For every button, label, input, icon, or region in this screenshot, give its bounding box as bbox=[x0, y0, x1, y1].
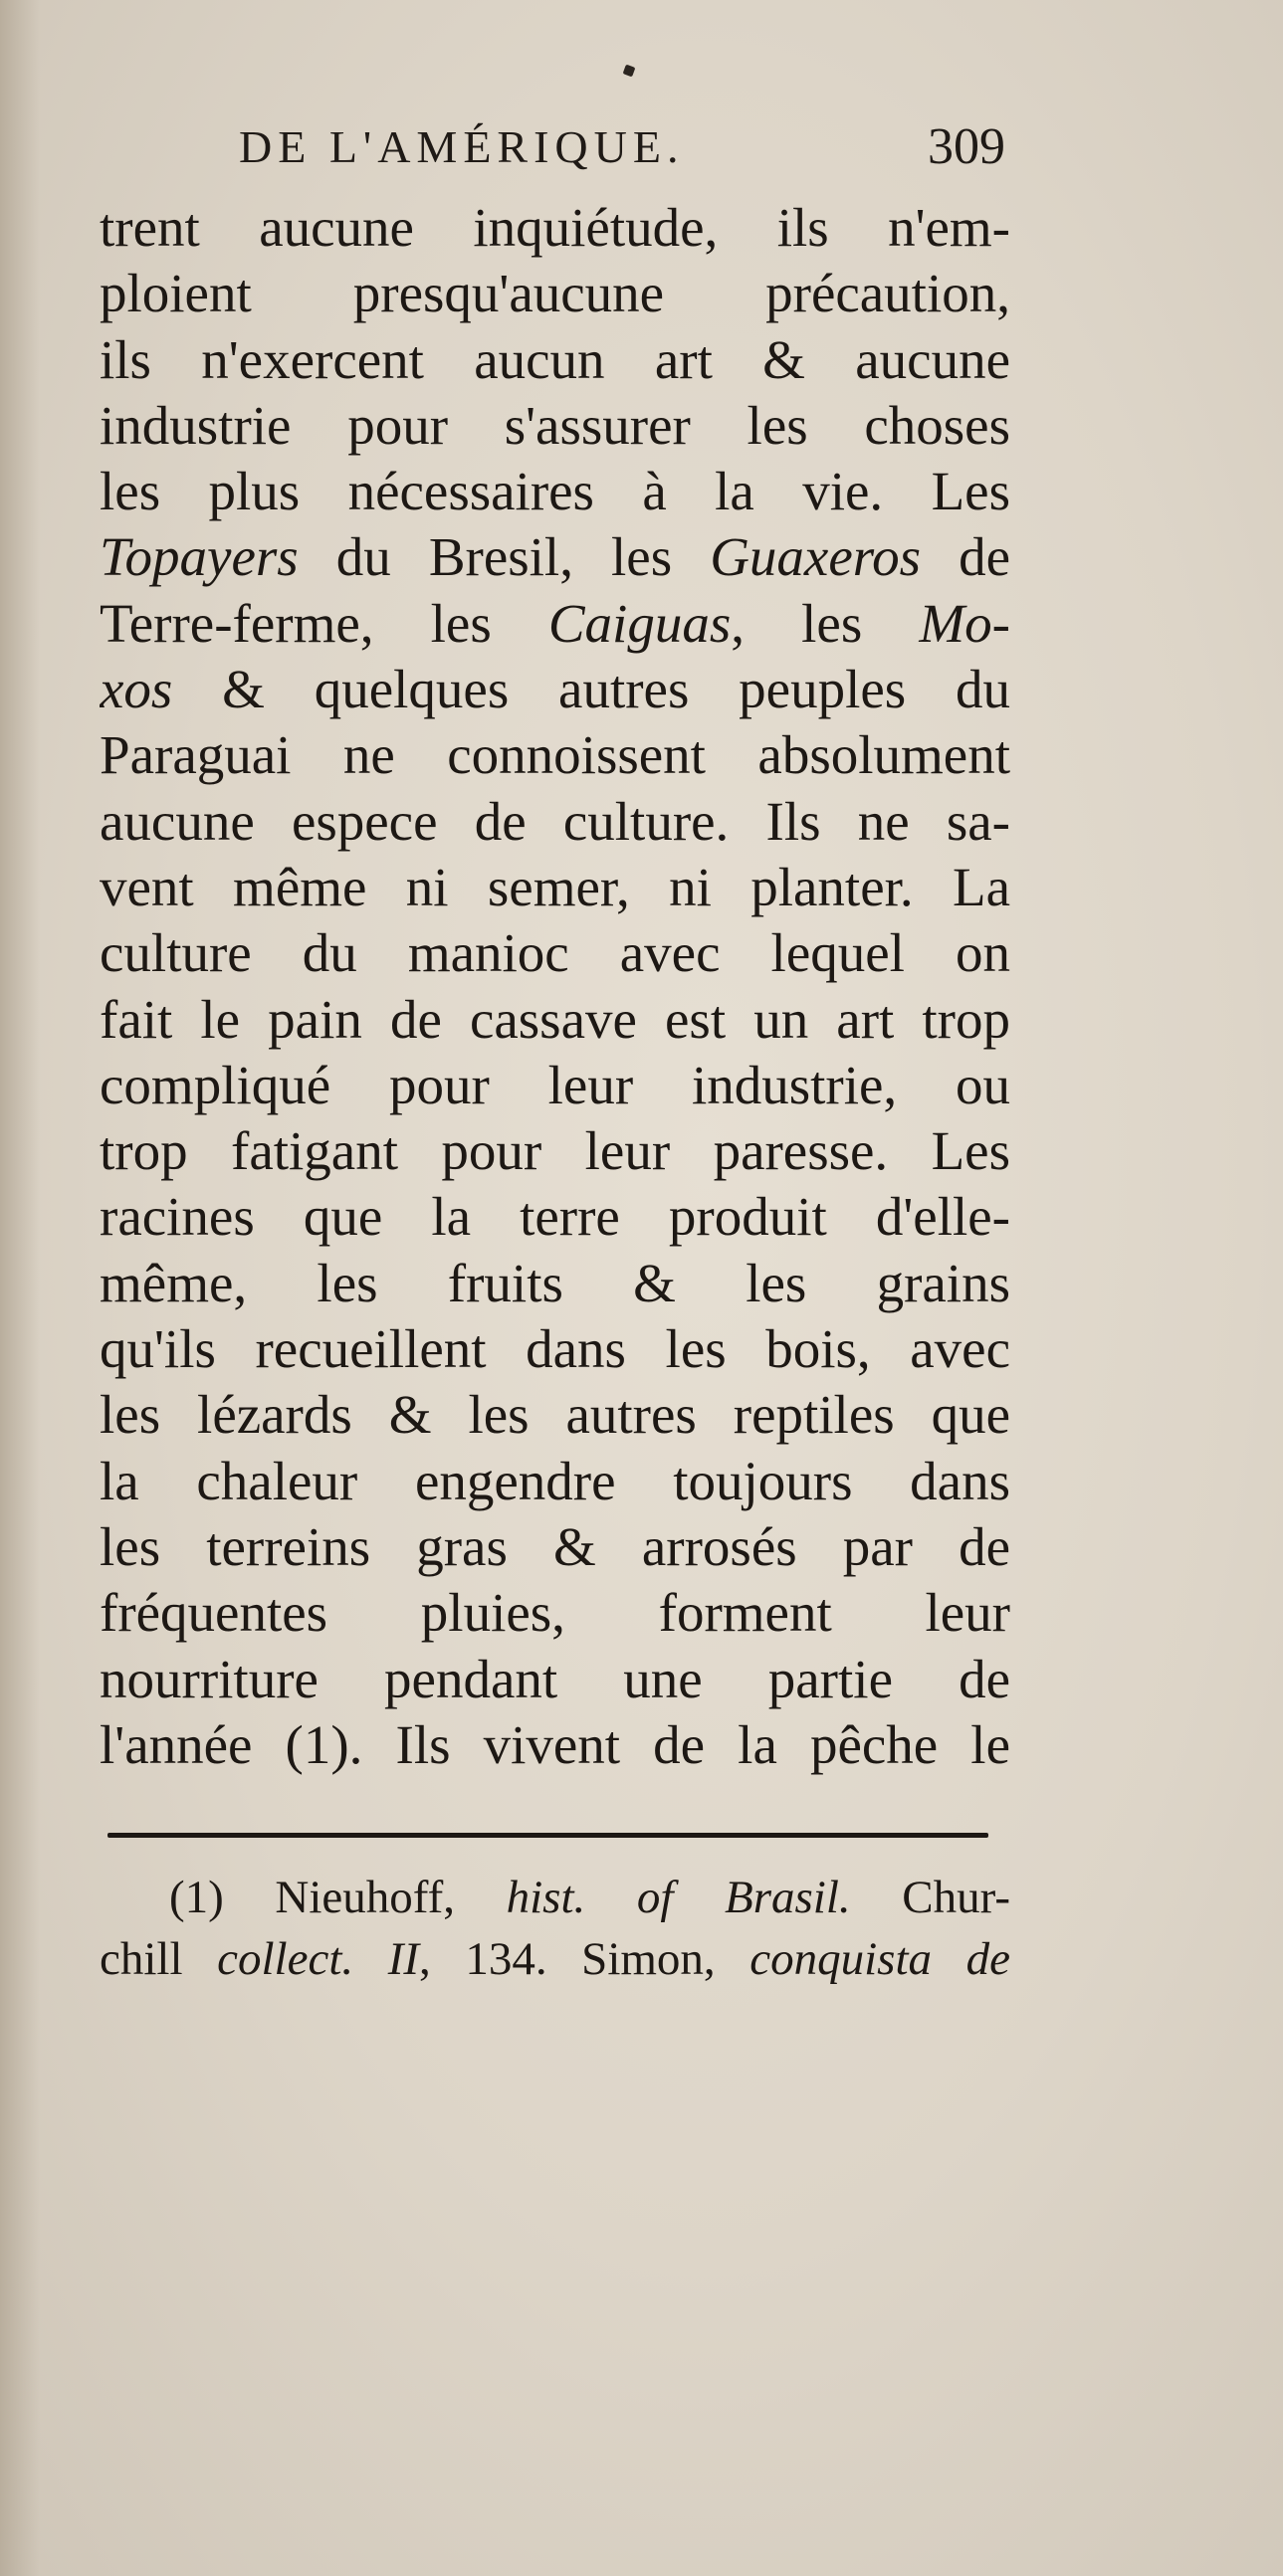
italic-text: collect. II bbox=[217, 1933, 420, 1985]
italic-text: hist. of Brasil. bbox=[506, 1872, 851, 1923]
text-segment: ploient presqu'aucune précaution, bbox=[100, 263, 1010, 324]
text-line bbox=[100, 1647, 1010, 1712]
ink-mark bbox=[623, 65, 636, 78]
text-segment: Chur- bbox=[850, 1872, 1010, 1923]
text-segment: les terreins gras & arrosés par de bbox=[100, 1515, 1010, 1577]
text-line bbox=[100, 1053, 1010, 1118]
text-segment: vent même ni semer, ni planter. La bbox=[100, 856, 1010, 917]
page-number: 309 bbox=[928, 118, 1005, 175]
text-segment: & quelques autres peuples du bbox=[172, 659, 1010, 720]
text-line bbox=[100, 789, 1010, 855]
italic-text: Topayers bbox=[100, 526, 299, 588]
text-segment: chill bbox=[100, 1933, 218, 1985]
text-line bbox=[100, 591, 1010, 657]
text-line bbox=[100, 459, 1010, 524]
body-text bbox=[100, 195, 1010, 1778]
text-segment: trent aucune inquiétude, ils n'em- bbox=[100, 197, 1010, 258]
footnote-line bbox=[100, 1867, 1010, 1928]
text-line bbox=[100, 920, 1010, 986]
text-segment: Terre-ferme, les bbox=[100, 592, 548, 654]
text-line bbox=[100, 855, 1010, 920]
text-segment: industrie pour s'assurer les choses bbox=[100, 394, 1010, 456]
text-line bbox=[100, 1251, 1010, 1316]
text-segment: Paraguai ne connoissent absolument bbox=[100, 724, 1010, 786]
running-head bbox=[239, 117, 1005, 177]
text-segment: nourriture pendant une partie de bbox=[100, 1648, 1010, 1709]
text-line bbox=[100, 327, 1010, 393]
text-segment: (1) Nieuhoff, bbox=[169, 1872, 507, 1923]
text-segment: du Bresil, les bbox=[298, 526, 711, 588]
footnote-rule bbox=[107, 1833, 988, 1838]
italic-text: Guaxeros bbox=[710, 526, 921, 588]
text-line bbox=[100, 1118, 1010, 1184]
text-segment: même, les fruits & les grains bbox=[100, 1252, 1010, 1313]
text-segment: , les bbox=[731, 592, 920, 654]
text-line bbox=[100, 657, 1010, 722]
italic-text: conquista de bbox=[749, 1933, 1010, 1985]
text-segment: fréquentes pluies, forment leur bbox=[100, 1582, 1010, 1644]
text-segment: aucune espece de culture. Ils ne sa- bbox=[100, 790, 1010, 852]
text-segment: , 134. Simon, bbox=[419, 1933, 750, 1985]
footnote bbox=[100, 1867, 1010, 1990]
italic-text: xos bbox=[100, 659, 173, 720]
text-line bbox=[100, 987, 1010, 1053]
text-line bbox=[100, 722, 1010, 788]
text-segment: racines que la terre produit d'elle- bbox=[100, 1186, 1010, 1248]
text-line bbox=[100, 1449, 1010, 1514]
text-segment: les lézards & les autres reptiles que bbox=[100, 1384, 1010, 1446]
text-segment: trop fatigant pour leur paresse. Les bbox=[100, 1120, 1010, 1182]
text-line bbox=[100, 1382, 1010, 1448]
running-title: DE L'AMÉRIQUE. bbox=[239, 121, 685, 172]
text-segment: culture du manioc avec lequel on bbox=[100, 922, 1010, 984]
text-line bbox=[100, 1712, 1010, 1778]
text-segment: l'année (1). Ils vivent de la pêche le bbox=[100, 1713, 1010, 1775]
text-line bbox=[100, 393, 1010, 459]
text-line bbox=[100, 195, 1010, 261]
text-segment: de bbox=[921, 526, 1010, 588]
text-line bbox=[100, 524, 1010, 590]
italic-text: Caiguas bbox=[547, 592, 732, 654]
italic-text: Mo- bbox=[919, 592, 1010, 654]
text-line bbox=[100, 1316, 1010, 1382]
text-line bbox=[100, 261, 1010, 326]
text-line bbox=[100, 1514, 1010, 1580]
text-segment: les plus nécessaires à la vie. Les bbox=[100, 461, 1010, 522]
text-line bbox=[100, 1184, 1010, 1250]
text-segment: la chaleur engendre toujours dans bbox=[100, 1450, 1010, 1511]
text-segment: ils n'exercent aucun art & aucune bbox=[100, 328, 1010, 390]
text-line bbox=[100, 1580, 1010, 1646]
footnote-line bbox=[100, 1928, 1010, 1990]
text-segment: compliqué pour leur industrie, ou bbox=[100, 1054, 1010, 1115]
gutter-shadow bbox=[0, 0, 40, 2576]
text-segment: qu'ils recueillent dans les bois, avec bbox=[100, 1318, 1010, 1380]
text-segment: fait le pain de cassave est un art trop bbox=[100, 988, 1010, 1050]
